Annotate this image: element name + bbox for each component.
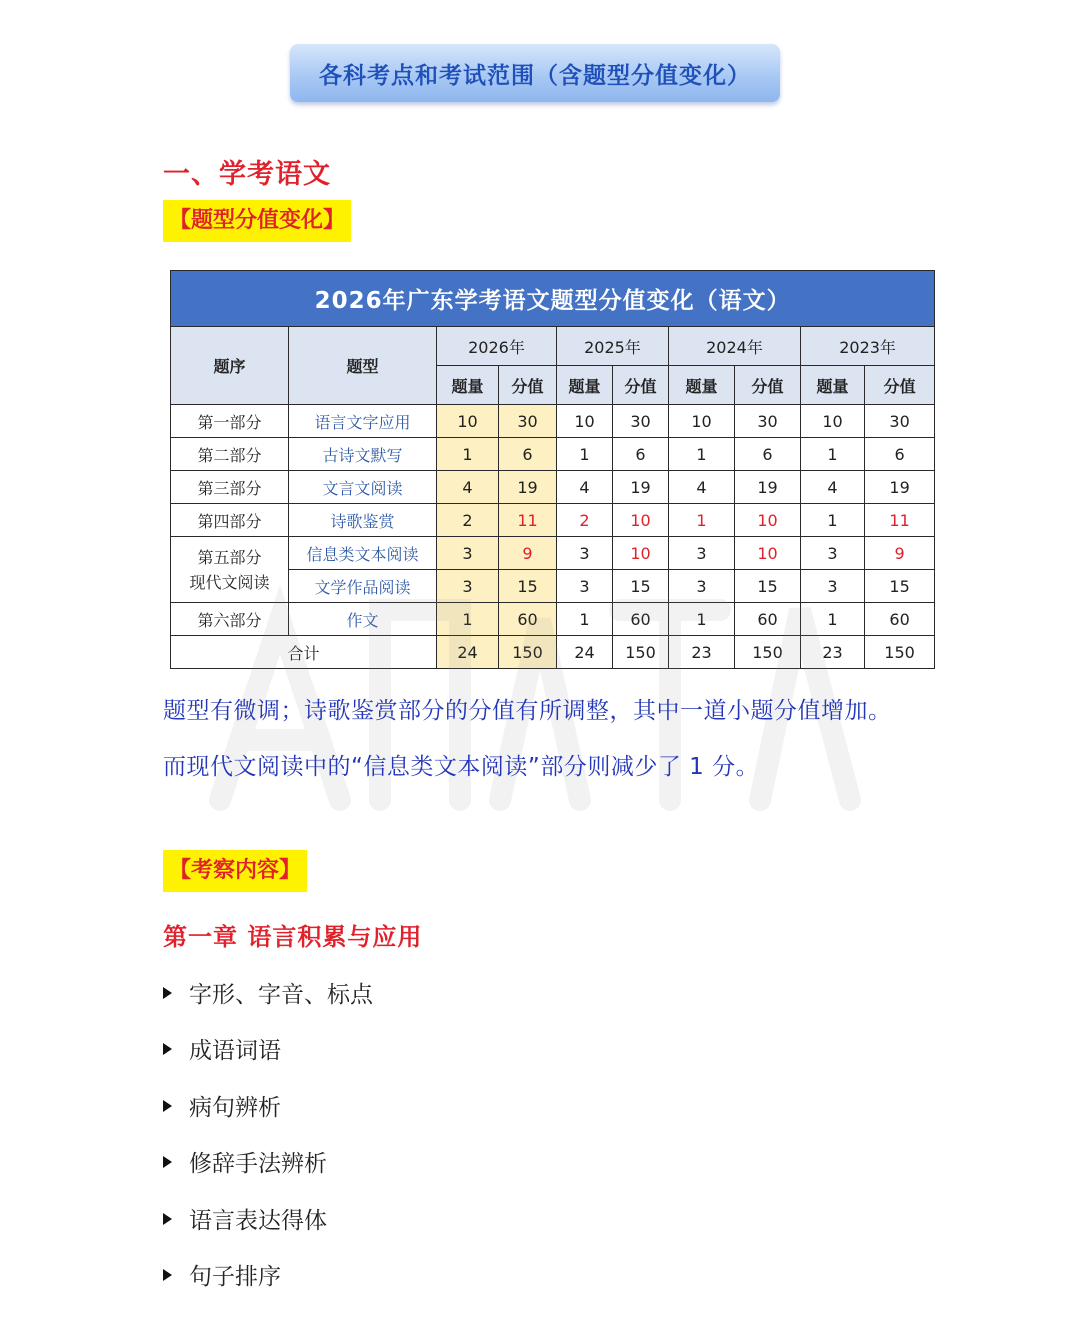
cell: 19 xyxy=(613,471,669,504)
cell: 60 xyxy=(499,603,557,636)
cell: 10 xyxy=(557,405,613,438)
cell: 10 xyxy=(437,405,499,438)
cell: 19 xyxy=(499,471,557,504)
cell: 15 xyxy=(613,570,669,603)
cell: 60 xyxy=(865,603,935,636)
row-type: 诗歌鉴赏 xyxy=(289,504,437,537)
triangle-bullet-icon xyxy=(163,1043,172,1055)
table-row xyxy=(171,603,935,636)
year-header: 2025年 xyxy=(557,327,669,366)
sub-count-header: 题量 xyxy=(669,366,735,405)
row-seq: 第六部分 xyxy=(171,603,289,636)
page-banner: 各科考点和考试范围（含题型分值变化） xyxy=(290,44,780,102)
cell: 4 xyxy=(801,471,865,504)
row-type: 语言文字应用 xyxy=(289,405,437,438)
row-seq xyxy=(171,537,289,603)
cell: 1 xyxy=(437,438,499,471)
cell: 3 xyxy=(557,537,613,570)
cell: 19 xyxy=(735,471,801,504)
list-item xyxy=(163,1145,327,1178)
cell: 1 xyxy=(801,603,865,636)
summary-line-1: 题型有微调；诗歌鉴赏部分的分值有所调整，其中一道小题分值增加。 xyxy=(163,698,892,724)
cell-changed: 11 xyxy=(865,504,935,537)
triangle-bullet-icon xyxy=(163,1213,172,1225)
total-cell: 24 xyxy=(557,636,613,669)
cell: 6 xyxy=(865,438,935,471)
cell: 2 xyxy=(437,504,499,537)
total-cell: 150 xyxy=(865,636,935,669)
sub-count-header: 题量 xyxy=(557,366,613,405)
table-row xyxy=(171,471,935,504)
cell: 30 xyxy=(613,405,669,438)
sub-count-header: 题量 xyxy=(437,366,499,405)
list-item xyxy=(163,1258,281,1291)
list-item-label: 字形、字音、标点 xyxy=(189,982,373,1008)
total-label: 合计 xyxy=(171,636,437,669)
cell: 3 xyxy=(437,570,499,603)
cell: 19 xyxy=(865,471,935,504)
sub-count-header: 题量 xyxy=(801,366,865,405)
cell: 1 xyxy=(669,438,735,471)
cell: 60 xyxy=(613,603,669,636)
cell-changed: 10 xyxy=(735,504,801,537)
cell: 1 xyxy=(437,603,499,636)
cell-changed: 1 xyxy=(669,504,735,537)
row-type: 作文 xyxy=(289,603,437,636)
total-cell: 150 xyxy=(613,636,669,669)
section-title: 一、学考语文 xyxy=(163,159,331,190)
row-type: 文学作品阅读 xyxy=(289,570,437,603)
triangle-bullet-icon xyxy=(163,1100,172,1112)
cell: 3 xyxy=(669,570,735,603)
cell: 10 xyxy=(669,405,735,438)
table-row xyxy=(171,504,935,537)
row-seq: 第二部分 xyxy=(171,438,289,471)
year-header: 2026年 xyxy=(437,327,557,366)
triangle-bullet-icon xyxy=(163,1156,172,1168)
cell: 30 xyxy=(865,405,935,438)
cell: 3 xyxy=(801,537,865,570)
sub-score-header: 分值 xyxy=(735,366,801,405)
cell: 4 xyxy=(437,471,499,504)
table-title: 2026年广东学考语文题型分值变化（语文） xyxy=(171,271,935,327)
triangle-bullet-icon xyxy=(163,987,172,999)
row-seq: 第三部分 xyxy=(171,471,289,504)
col-seq-header: 题序 xyxy=(171,327,289,405)
list-item-label: 句子排序 xyxy=(189,1264,281,1290)
cell: 60 xyxy=(735,603,801,636)
score-table xyxy=(170,270,934,669)
summary-line-2: 而现代文阅读中的“信息类文本阅读”部分则减少了 1 分。 xyxy=(163,754,760,780)
cell-changed: 10 xyxy=(613,537,669,570)
row-type: 古诗文默写 xyxy=(289,438,437,471)
total-cell: 23 xyxy=(801,636,865,669)
list-item xyxy=(163,1032,281,1065)
cell-changed: 10 xyxy=(735,537,801,570)
tag-exam-content: 【考察内容】 xyxy=(163,850,307,892)
list-item-label: 修辞手法辨析 xyxy=(189,1151,327,1177)
table-row xyxy=(171,537,935,570)
cell-changed: 11 xyxy=(499,504,557,537)
row-type: 文言文阅读 xyxy=(289,471,437,504)
cell: 15 xyxy=(499,570,557,603)
table-row xyxy=(171,438,935,471)
cell: 1 xyxy=(669,603,735,636)
list-item-label: 语言表达得体 xyxy=(189,1208,327,1234)
cell: 1 xyxy=(557,603,613,636)
sub-score-header: 分值 xyxy=(865,366,935,405)
chapter-title: 第一章 语言积累与应用 xyxy=(163,923,423,951)
sub-score-header: 分值 xyxy=(499,366,557,405)
total-cell: 150 xyxy=(499,636,557,669)
list-item xyxy=(163,1202,327,1235)
sub-score-header: 分值 xyxy=(613,366,669,405)
year-header: 2023年 xyxy=(801,327,935,366)
table-row xyxy=(171,405,935,438)
col-type-header: 题型 xyxy=(289,327,437,405)
cell: 6 xyxy=(499,438,557,471)
cell: 10 xyxy=(801,405,865,438)
cell: 15 xyxy=(735,570,801,603)
cell: 15 xyxy=(865,570,935,603)
cell: 1 xyxy=(801,438,865,471)
cell: 6 xyxy=(613,438,669,471)
cell: 3 xyxy=(437,537,499,570)
row-seq: 第一部分 xyxy=(171,405,289,438)
cell: 3 xyxy=(557,570,613,603)
total-cell: 23 xyxy=(669,636,735,669)
row-type: 信息类文本阅读 xyxy=(289,537,437,570)
triangle-bullet-icon xyxy=(163,1269,172,1281)
cell: 3 xyxy=(801,570,865,603)
table-total-row xyxy=(171,636,935,669)
cell-changed: 2 xyxy=(557,504,613,537)
cell: 30 xyxy=(499,405,557,438)
cell: 4 xyxy=(557,471,613,504)
row-seq-line1: 第五部分 xyxy=(197,547,262,567)
list-item-label: 成语词语 xyxy=(189,1038,281,1064)
total-cell: 24 xyxy=(437,636,499,669)
total-cell: 150 xyxy=(735,636,801,669)
cell-changed: 10 xyxy=(613,504,669,537)
cell: 1 xyxy=(557,438,613,471)
cell: 1 xyxy=(801,504,865,537)
list-item xyxy=(163,976,373,1009)
cell-changed: 9 xyxy=(499,537,557,570)
list-item-label: 病句辨析 xyxy=(189,1095,281,1121)
year-header: 2024年 xyxy=(669,327,801,366)
cell: 4 xyxy=(669,471,735,504)
cell: 6 xyxy=(735,438,801,471)
cell: 3 xyxy=(669,537,735,570)
cell: 30 xyxy=(735,405,801,438)
tag-score-change: 【题型分值变化】 xyxy=(163,200,351,242)
row-seq: 第四部分 xyxy=(171,504,289,537)
row-seq-line2: 现代文阅读 xyxy=(189,572,270,592)
cell-changed: 9 xyxy=(865,537,935,570)
list-item xyxy=(163,1089,281,1122)
